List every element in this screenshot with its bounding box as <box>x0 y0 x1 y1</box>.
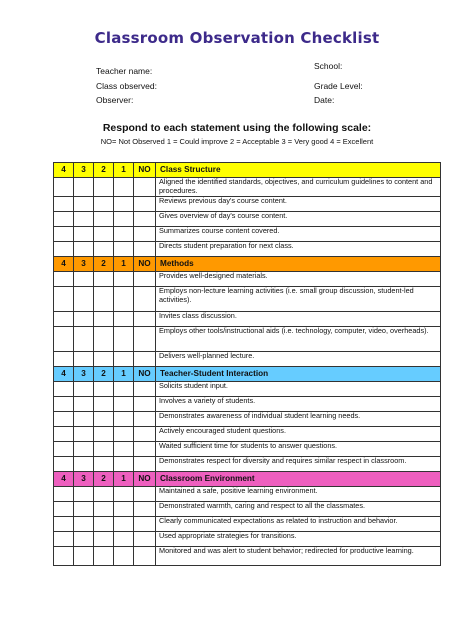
rating-cell[interactable] <box>134 352 156 367</box>
rating-cell[interactable] <box>94 242 114 257</box>
rating-cell[interactable] <box>74 517 94 532</box>
section-header-row <box>54 472 441 487</box>
class-observed-label: Class observed: <box>96 81 157 91</box>
rating-cell[interactable] <box>54 272 74 287</box>
rating-cell[interactable] <box>74 427 94 442</box>
rating-cell[interactable] <box>134 427 156 442</box>
rating-cell[interactable] <box>114 532 134 547</box>
rating-cell[interactable] <box>94 312 114 327</box>
rating-cell[interactable] <box>94 327 114 352</box>
rating-cell[interactable] <box>94 517 114 532</box>
rating-cell[interactable] <box>134 397 156 412</box>
rating-cell[interactable] <box>114 547 134 566</box>
rating-header-cell: 4 <box>54 257 74 272</box>
rating-header-cell: 4 <box>54 367 74 382</box>
checklist-row <box>54 442 441 457</box>
statement-text: Employs non-lecture learning activities (i.e. small group discussion, student-led activities). <box>156 287 441 312</box>
rating-cell[interactable] <box>134 547 156 566</box>
rating-cell[interactable] <box>134 517 156 532</box>
checklist-row <box>54 382 441 397</box>
page-title: Classroom Observation Checklist <box>94 29 380 47</box>
rating-cell[interactable] <box>114 327 134 352</box>
rating-cell[interactable] <box>134 457 156 472</box>
rating-header-cell: 2 <box>94 367 114 382</box>
rating-cell[interactable] <box>134 487 156 502</box>
rating-cell[interactable] <box>114 178 134 197</box>
statement-text: Monitored and was alert to student behavior; redirected for productive learning. <box>156 547 441 566</box>
rating-cell[interactable] <box>74 242 94 257</box>
checklist-row <box>54 197 441 212</box>
rating-header-cell: 1 <box>114 257 134 272</box>
rating-cell[interactable] <box>94 382 114 397</box>
rating-cell[interactable] <box>134 382 156 397</box>
section-header-row <box>54 163 441 178</box>
rating-cell[interactable] <box>114 227 134 242</box>
rating-cell[interactable] <box>54 327 74 352</box>
rating-cell[interactable] <box>114 427 134 442</box>
statement-text: Maintained a safe, positive learning environment. <box>156 487 441 502</box>
rating-cell[interactable] <box>54 212 74 227</box>
rating-cell[interactable] <box>74 197 94 212</box>
rating-cell[interactable] <box>54 457 74 472</box>
checklist-row <box>54 397 441 412</box>
rating-cell[interactable] <box>134 412 156 427</box>
observer-label: Observer: <box>96 95 134 105</box>
rating-header-cell: 3 <box>74 163 94 178</box>
rating-cell[interactable] <box>54 227 74 242</box>
rating-cell[interactable] <box>114 352 134 367</box>
rating-cell[interactable] <box>94 502 114 517</box>
statement-text: Delivers well-planned lecture. <box>156 352 441 367</box>
checklist-row <box>54 227 441 242</box>
rating-cell[interactable] <box>74 412 94 427</box>
grade-level-label: Grade Level: <box>314 81 363 91</box>
section-title: Classroom Environment <box>156 472 441 487</box>
rating-cell[interactable] <box>114 242 134 257</box>
rating-header-cell: NO <box>134 472 156 487</box>
statement-text: Gives overview of day's course content. <box>156 212 441 227</box>
checklist-row <box>54 427 441 442</box>
rating-header-cell: 2 <box>94 472 114 487</box>
rating-header-cell: 3 <box>74 472 94 487</box>
statement-text: Demonstrates awareness of individual student learning needs. <box>156 412 441 427</box>
rating-cell[interactable] <box>54 352 74 367</box>
rating-cell[interactable] <box>54 427 74 442</box>
rating-cell[interactable] <box>54 412 74 427</box>
rating-cell[interactable] <box>74 272 94 287</box>
rating-cell[interactable] <box>134 502 156 517</box>
statement-text: Employs other tools/instructional aids (i.e. technology, computer, video, overheads). <box>156 327 441 352</box>
rating-cell[interactable] <box>134 227 156 242</box>
rating-header-cell: 3 <box>74 257 94 272</box>
rating-cell[interactable] <box>74 327 94 352</box>
rating-cell[interactable] <box>54 312 74 327</box>
rating-cell[interactable] <box>94 352 114 367</box>
statement-text: Provides well-designed materials. <box>156 272 441 287</box>
rating-cell[interactable] <box>134 178 156 197</box>
rating-cell[interactable] <box>134 327 156 352</box>
rating-cell[interactable] <box>114 397 134 412</box>
rating-cell[interactable] <box>94 487 114 502</box>
rating-cell[interactable] <box>94 287 114 312</box>
checklist-row <box>54 502 441 517</box>
scale-heading: Respond to each statement using the following scale: <box>102 122 372 134</box>
checklist-row <box>54 457 441 472</box>
statement-text: Demonstrated warmth, caring and respect to all the classmates. <box>156 502 441 517</box>
rating-cell[interactable] <box>74 487 94 502</box>
rating-cell[interactable] <box>54 502 74 517</box>
checklist-row <box>54 532 441 547</box>
rating-header-cell: NO <box>134 163 156 178</box>
rating-cell[interactable] <box>134 242 156 257</box>
rating-cell[interactable] <box>134 212 156 227</box>
checklist-row <box>54 412 441 427</box>
rating-cell[interactable] <box>134 287 156 312</box>
rating-cell[interactable] <box>94 227 114 242</box>
teacher-name-label: Teacher name: <box>96 66 153 76</box>
checklist-row <box>54 242 441 257</box>
checklist-row <box>54 178 441 197</box>
rating-header-cell: 4 <box>54 472 74 487</box>
rating-cell[interactable] <box>114 197 134 212</box>
rating-cell[interactable] <box>94 412 114 427</box>
rating-cell[interactable] <box>114 212 134 227</box>
rating-cell[interactable] <box>54 517 74 532</box>
checklist-row <box>54 327 441 352</box>
rating-cell[interactable] <box>74 212 94 227</box>
checklist-table <box>53 162 441 566</box>
rating-cell[interactable] <box>94 457 114 472</box>
rating-cell[interactable] <box>94 442 114 457</box>
checklist-row <box>54 312 441 327</box>
rating-cell[interactable] <box>114 502 134 517</box>
rating-cell[interactable] <box>74 547 94 566</box>
statement-text: Directs student preparation for next class. <box>156 242 441 257</box>
rating-cell[interactable] <box>114 487 134 502</box>
rating-cell[interactable] <box>94 272 114 287</box>
rating-cell[interactable] <box>74 178 94 197</box>
rating-header-cell: NO <box>134 257 156 272</box>
section-title: Methods <box>156 257 441 272</box>
statement-text: Waited sufficient time for students to answer questions. <box>156 442 441 457</box>
rating-header-cell: 1 <box>114 472 134 487</box>
rating-header-cell: 2 <box>94 257 114 272</box>
rating-cell[interactable] <box>54 487 74 502</box>
rating-cell[interactable] <box>54 442 74 457</box>
rating-cell[interactable] <box>134 197 156 212</box>
rating-header-cell: 1 <box>114 367 134 382</box>
scale-legend: NO= Not Observed 1 = Could improve 2 = Acceptable 3 = Very good 4 = Excellent <box>100 137 374 146</box>
rating-cell[interactable] <box>94 547 114 566</box>
section-title: Class Structure <box>156 163 441 178</box>
rating-cell[interactable] <box>134 442 156 457</box>
rating-header-cell: 1 <box>114 163 134 178</box>
rating-header-cell: 3 <box>74 367 94 382</box>
rating-cell[interactable] <box>94 197 114 212</box>
rating-cell[interactable] <box>114 272 134 287</box>
statement-text: Used appropriate strategies for transitions. <box>156 532 441 547</box>
statement-text: Involves a variety of students. <box>156 397 441 412</box>
rating-cell[interactable] <box>74 382 94 397</box>
school-label: School: <box>314 61 343 71</box>
statement-text: Invites class discussion. <box>156 312 441 327</box>
rating-cell[interactable] <box>74 532 94 547</box>
checklist-row <box>54 517 441 532</box>
section-header-row <box>54 257 441 272</box>
rating-cell[interactable] <box>54 287 74 312</box>
section-header-row <box>54 367 441 382</box>
rating-cell[interactable] <box>94 178 114 197</box>
checklist-row <box>54 547 441 566</box>
rating-cell[interactable] <box>114 412 134 427</box>
rating-cell[interactable] <box>114 457 134 472</box>
statement-text: Actively encouraged student questions. <box>156 427 441 442</box>
rating-cell[interactable] <box>94 397 114 412</box>
statement-text: Summarizes course content covered. <box>156 227 441 242</box>
rating-cell[interactable] <box>114 382 134 397</box>
rating-cell[interactable] <box>54 197 74 212</box>
rating-cell[interactable] <box>94 427 114 442</box>
rating-cell[interactable] <box>54 382 74 397</box>
rating-cell[interactable] <box>134 272 156 287</box>
section-title: Teacher-Student Interaction <box>156 367 441 382</box>
rating-header-cell: 4 <box>54 163 74 178</box>
rating-cell[interactable] <box>54 242 74 257</box>
rating-cell[interactable] <box>54 532 74 547</box>
rating-cell[interactable] <box>74 287 94 312</box>
rating-cell[interactable] <box>74 397 94 412</box>
checklist-row <box>54 287 441 312</box>
statement-text: Aligned the identified standards, objectives, and curriculum guidelines to content and procedures. <box>156 178 441 197</box>
rating-header-cell: 2 <box>94 163 114 178</box>
rating-cell[interactable] <box>74 457 94 472</box>
rating-cell[interactable] <box>54 397 74 412</box>
statement-text: Clearly communicated expectations as related to instruction and behavior. <box>156 517 441 532</box>
rating-cell[interactable] <box>134 532 156 547</box>
rating-cell[interactable] <box>74 227 94 242</box>
rating-cell[interactable] <box>114 312 134 327</box>
checklist-row <box>54 352 441 367</box>
rating-cell[interactable] <box>114 517 134 532</box>
statement-text: Reviews previous day's course content. <box>156 197 441 212</box>
checklist-row <box>54 212 441 227</box>
rating-cell[interactable] <box>54 547 74 566</box>
rating-cell[interactable] <box>114 287 134 312</box>
date-label: Date: <box>314 95 335 105</box>
statement-text: Solicits student input. <box>156 382 441 397</box>
rating-header-cell: NO <box>134 367 156 382</box>
rating-cell[interactable] <box>94 532 114 547</box>
statement-text: Demonstrates respect for diversity and requires similar respect in classroom. <box>156 457 441 472</box>
rating-cell[interactable] <box>114 442 134 457</box>
rating-cell[interactable] <box>74 312 94 327</box>
checklist-row <box>54 272 441 287</box>
rating-cell[interactable] <box>74 502 94 517</box>
rating-cell[interactable] <box>74 442 94 457</box>
rating-cell[interactable] <box>134 312 156 327</box>
rating-cell[interactable] <box>94 212 114 227</box>
rating-cell[interactable] <box>54 178 74 197</box>
checklist-row <box>54 487 441 502</box>
rating-cell[interactable] <box>74 352 94 367</box>
